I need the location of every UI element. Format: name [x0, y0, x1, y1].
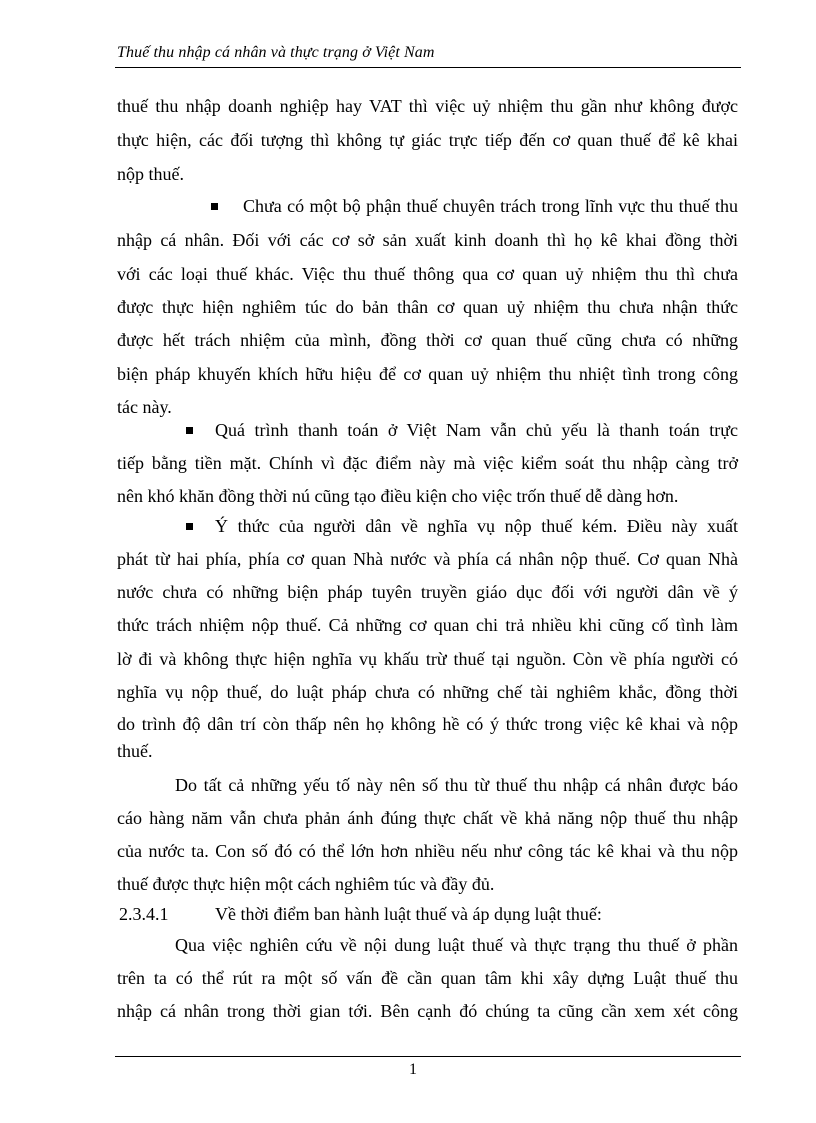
body-line: trên ta có thể rút ra một số vấn đề cần quan tâm khi xây dựng Luật thuế thu: [117, 968, 738, 988]
body-line: nộp thuế.: [117, 164, 184, 184]
body-line: do trình độ dân trí còn thấp nên họ không hề có ý thức trong việc kê khai và nộp: [117, 714, 738, 734]
body-line: thực hiện, các đối tượng thì không tự giác trực tiếp đến cơ quan thuế để kê khai: [117, 130, 738, 150]
body-line: thuế được thực hiện một cách nghiêm túc và đầy đủ.: [117, 874, 495, 894]
body-line: Quá trình thanh toán ở Việt Nam vẫn chủ yếu là thanh toán trực: [215, 420, 738, 440]
body-line: nên khó khăn đồng thời nú cũng tạo điều kiện cho việc trốn thuế dễ dàng hơn.: [117, 486, 679, 506]
header-rule: [115, 67, 741, 68]
body-line: nghĩa vụ nộp thuế, do luật pháp chưa có những chế tài nghiêm khắc, đồng thời: [117, 682, 738, 702]
body-line: lờ đi và không thực hiện nghĩa vụ khấu trừ thuế tại nguồn. Còn về phía người có: [117, 649, 738, 669]
body-line: Ý thức của người dân về nghĩa vụ nộp thuế kém. Điều này xuất: [215, 516, 738, 536]
body-line: tác này.: [117, 397, 172, 417]
square-bullet-icon: [186, 427, 193, 434]
body-line: phát từ hai phía, phía cơ quan Nhà nước và phía cá nhân nộp thuế. Cơ quan Nhà: [117, 549, 738, 569]
footer-rule: [115, 1056, 741, 1057]
body-line: nước chưa có những biện pháp tuyên truyền giáo dục đối với người dân về ý: [117, 582, 738, 602]
body-line: của nước ta. Con số đó có thể lớn hơn nhiều nếu như công tác kê khai và thu nộp: [117, 841, 738, 861]
body-line: Do tất cả những yếu tố này nên số thu từ thuế thu nhập cá nhân được báo: [175, 775, 738, 795]
section-heading: Về thời điểm ban hành luật thuế và áp dụng luật thuế:: [215, 904, 602, 924]
body-line: với các loại thuế khác. Việc thu thuế thông qua cơ quan uỷ nhiệm thu thì chưa: [117, 264, 738, 284]
body-line: nhập cá nhân. Đối với các cơ sở sản xuất kinh doanh thì họ kê khai đồng thời: [117, 230, 738, 250]
body-line: được hết trách nhiệm của mình, đồng thời cơ quan thuế cũng chưa có những: [117, 330, 738, 350]
body-line: biện pháp khuyến khích hữu hiệu để cơ quan uỷ nhiệm thu nhiệt tình trong công: [117, 364, 738, 384]
body-line: cáo hàng năm vẫn chưa phản ánh đúng thực chất về khả năng nộp thuế thu nhập: [117, 808, 738, 828]
body-line: thuế thu nhập doanh nghiệp hay VAT thì việc uỷ nhiệm thu gần như không được: [117, 96, 738, 116]
body-line: Qua việc nghiên cứu về nội dung luật thuế và thực trạng thu thuế ở phần: [175, 935, 738, 955]
body-line: thức trách nhiệm nộp thuế. Cả những cơ quan chi trả nhiều khi cũng cố tình làm: [117, 615, 738, 635]
body-line: thuế.: [117, 741, 153, 761]
body-line: nhập cá nhân trong thời gian tới. Bên cạnh đó chúng ta cũng cần xem xét công: [117, 1001, 738, 1021]
square-bullet-icon: [211, 203, 218, 210]
square-bullet-icon: [186, 523, 193, 530]
section-number: 2.3.4.1: [119, 904, 169, 924]
body-line: Chưa có một bộ phận thuế chuyên trách trong lĩnh vực thu thuế thu: [243, 196, 738, 216]
body-line: tiếp bằng tiền mặt. Chính vì đặc điểm này mà việc kiểm soát thu nhập càng trở: [117, 453, 738, 473]
body-line: được thực hiện nghiêm túc do bản thân cơ quan uỷ nhiệm thu chưa nhận thức: [117, 297, 738, 317]
running-header-title: Thuế thu nhập cá nhân và thực trạng ở Việt Nam: [117, 44, 435, 61]
page-number: 1: [409, 1061, 417, 1078]
